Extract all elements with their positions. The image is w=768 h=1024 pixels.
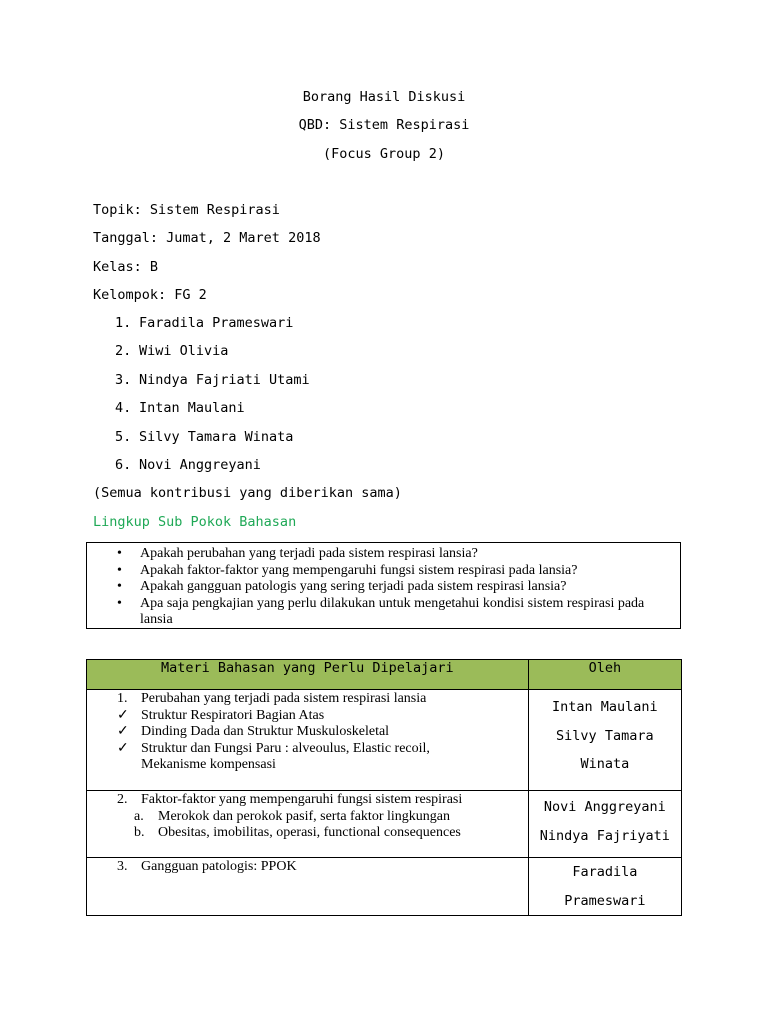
table-row — [87, 858, 682, 916]
table-row — [87, 791, 682, 858]
sub-item — [87, 809, 528, 826]
scope-list — [115, 546, 665, 629]
bullet-icon: • — [117, 546, 122, 561]
member-number: 6. — [115, 457, 132, 473]
list-item — [115, 579, 665, 596]
member-item — [115, 343, 228, 359]
scope-heading: Lingkup Sub Pokok Bahasan — [93, 514, 297, 530]
oleh-cell — [528, 858, 681, 916]
list-item — [115, 596, 665, 629]
topic-item — [117, 691, 528, 708]
sub-item — [87, 825, 528, 842]
list-item — [115, 546, 665, 563]
member-number: 4. — [115, 400, 132, 416]
topic-title: Perubahan yang terjadi pada sistem respirasi lansia — [141, 691, 427, 706]
check-icon: ✓ — [117, 707, 129, 723]
document-title: Borang Hasil Diskusi — [302, 89, 466, 105]
author-name: Winata — [580, 756, 630, 772]
member-name: Intan Maulani — [139, 400, 245, 416]
topic-title: Gangguan patologis: PPOK — [141, 859, 297, 874]
author-name: Prameswari — [564, 892, 646, 909]
member-item — [115, 372, 310, 388]
oleh-cell — [528, 690, 681, 791]
document-subtitle: QBD: Sistem Respirasi — [298, 117, 470, 133]
materi-column-header: Materi Bahasan yang Perlu Dipelajari — [87, 660, 529, 690]
topic-number: 3. — [117, 859, 128, 874]
sub-text: Obesitas, imobilitas, operasi, functional consequences — [158, 825, 461, 840]
author-name: Nindya Fajriyati — [539, 827, 670, 844]
topic-number: 1. — [117, 691, 128, 706]
member-item — [115, 457, 261, 473]
member-item — [115, 315, 293, 331]
materi-cell — [87, 690, 529, 791]
kelas-line: Kelas: B — [93, 259, 159, 275]
scope-question: Apakah perubahan yang terjadi pada sistem respirasi lansia? — [140, 546, 478, 561]
sub-marker: b. — [134, 825, 145, 840]
materi-table — [86, 659, 682, 916]
member-name: Novi Anggreyani — [139, 457, 261, 473]
member-name: Wiwi Olivia — [139, 343, 229, 359]
topic-item — [117, 859, 528, 876]
check-icon: ✓ — [117, 740, 129, 756]
check-icon: ✓ — [117, 724, 129, 739]
scope-question: Apakah faktor-faktor yang mempengaruhi fungsi sistem respirasi pada lansia? — [140, 562, 578, 578]
scope-question: Apa saja pengkajian yang perlu dilakukan untuk mengetahui kondisi sistem respirasi pada lansia — [140, 595, 645, 627]
member-item — [115, 429, 293, 445]
member-name: Silvy Tamara Winata — [139, 429, 294, 445]
member-number: 1. — [115, 315, 132, 331]
check-item — [117, 708, 528, 725]
check-item — [117, 741, 471, 774]
contribution-note: (Semua kontribusi yang diberikan sama) — [93, 485, 402, 501]
oleh-column-header: Oleh — [528, 660, 681, 690]
topic-number: 2. — [117, 792, 128, 807]
materi-cell — [87, 791, 529, 858]
sub-text: Merokok dan perokok pasif, serta faktor lingkungan — [158, 808, 450, 824]
list-item — [115, 563, 665, 580]
bullet-icon: • — [117, 562, 122, 578]
author-name: Novi Anggreyani — [543, 799, 666, 815]
scope-question: Apakah gangguan patologis yang sering terjadi pada sistem respirasi lansia? — [140, 579, 567, 594]
scope-box — [86, 542, 681, 629]
author-name: Silvy Tamara — [556, 727, 654, 744]
member-name: Nindya Fajriati Utami — [139, 372, 310, 388]
topic-item — [117, 792, 528, 809]
sub-marker: a. — [134, 808, 144, 824]
member-number: 2. — [115, 343, 132, 359]
author-name: Intan Maulani — [551, 699, 658, 715]
table-row — [87, 690, 682, 791]
check-text: Dinding Dada dan Struktur Muskuloskeletal — [141, 724, 390, 739]
topic-title: Faktor-faktor yang mempengaruhi fungsi sistem respirasi — [141, 792, 463, 807]
table-header-row — [87, 660, 682, 690]
tanggal-line: Tanggal: Jumat, 2 Maret 2018 — [93, 230, 321, 246]
author-name: Faradila — [572, 864, 638, 880]
member-number: 3. — [115, 372, 132, 388]
focus-group-label: (Focus Group 2) — [323, 146, 445, 162]
member-name: Faradila Prameswari — [139, 315, 294, 331]
bullet-icon: • — [117, 595, 122, 611]
check-text: Struktur Respiratori Bagian Atas — [141, 707, 325, 723]
member-number: 5. — [115, 429, 132, 445]
check-item — [117, 724, 528, 741]
materi-cell — [87, 858, 529, 916]
member-item — [115, 400, 245, 416]
check-text: Struktur dan Fungsi Paru : alveoulus, Elastic recoil, Mekanisme kompensasi — [141, 740, 430, 772]
topik-line: Topik: Sistem Respirasi — [93, 202, 280, 218]
oleh-cell — [528, 791, 681, 858]
bullet-icon: • — [117, 579, 122, 594]
kelompok-line: Kelompok: FG 2 — [93, 287, 207, 303]
